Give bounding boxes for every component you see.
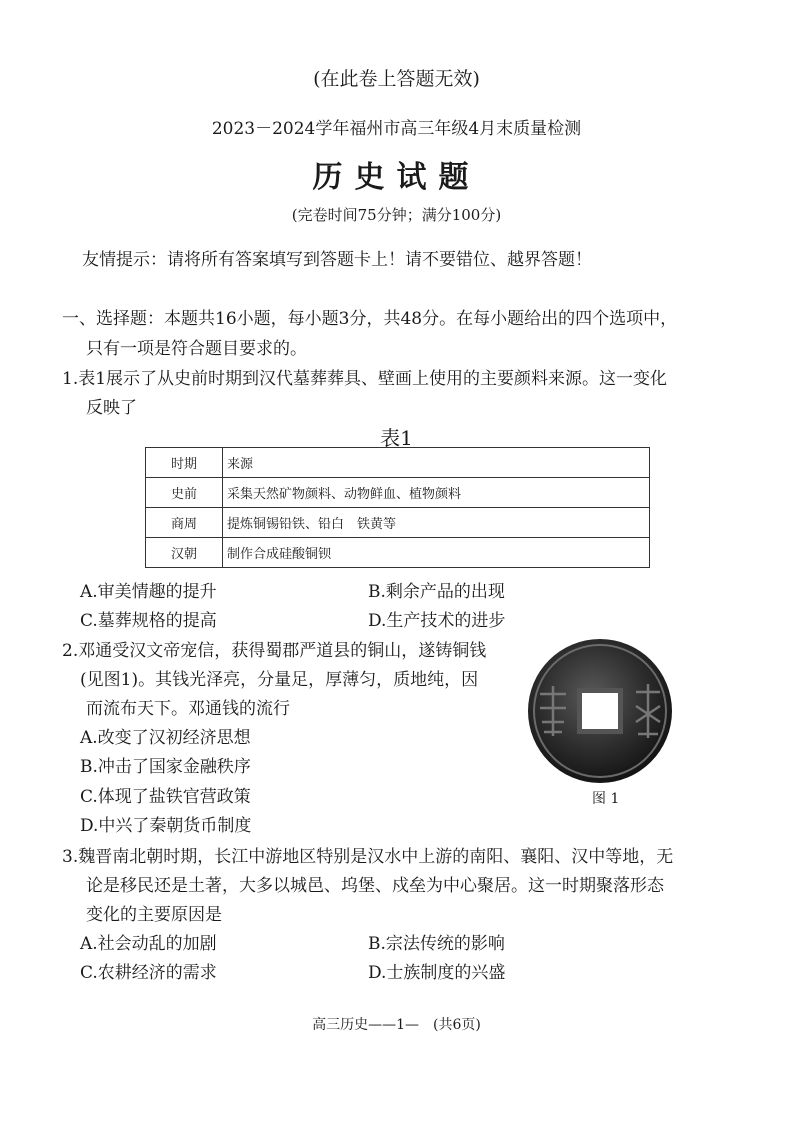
q3-stem-line2: 论是移民还是土著，大多以城邑、坞堡、戍垒为中心聚居。这一时期聚落形态: [86, 876, 664, 896]
q3-option-d: D.士族制度的兴盛: [368, 963, 506, 983]
q2-stem-line2: (见图1)。其钱光泽亮，分量足，厚薄匀，质地纯，因: [80, 670, 479, 690]
exam-notice: (在此卷上答题无效): [313, 68, 480, 90]
table-row: [146, 538, 650, 568]
coin-image: [518, 636, 683, 786]
q1-option-c: C.墓葬规格的提高: [80, 611, 217, 631]
q2-stem-line1: 2.邓通受汉文帝宠信，获得蜀郡严道县的铜山，遂铸铜钱: [62, 641, 487, 661]
time-info: (完卷时间75分钟；满分100分): [291, 206, 502, 224]
table-title: 表1: [380, 426, 413, 450]
page-title: 历史试题: [312, 160, 481, 195]
table-cell: 制作合成硅酸铜钡: [223, 538, 650, 568]
friendly-tip: 友情提示：请将所有答案填写到答题卡上！请不要错位、越界答题！: [82, 250, 592, 270]
table-cell: 商周: [146, 508, 223, 538]
table-row: [146, 508, 650, 538]
q3-stem-line3: 变化的主要原因是: [86, 905, 222, 925]
table-cell: 史前: [146, 478, 223, 508]
table-row: [146, 478, 650, 508]
q2-option-a: A.改变了汉初经济思想: [80, 728, 251, 748]
section-heading-line2: 只有一项是符合题目要求的。: [86, 339, 307, 359]
q2-option-b: B.冲击了国家金融秩序: [80, 757, 251, 777]
q1-option-a: A.审美情趣的提升: [80, 582, 217, 602]
q2-option-c: C.体现了盐铁官营政策: [80, 787, 251, 807]
q3-stem-line1: 3.魏晋南北朝时期，长江中游地区特别是汉水中上游的南阳、襄阳、汉中等地，无: [62, 847, 674, 867]
q3-option-c: C.农耕经济的需求: [80, 963, 217, 983]
q1-option-d: D.生产技术的进步: [368, 611, 506, 631]
table-cell: 采集天然矿物颜料、动物鲜血、植物颜料: [223, 478, 650, 508]
q3-option-a: A.社会动乱的加剧: [80, 934, 217, 954]
table-header-cell: 来源: [223, 448, 650, 478]
table-cell: 提炼铜锡铅铁、铅白 铁黄等: [223, 508, 650, 538]
q1-option-b: B.剩余产品的出现: [368, 582, 505, 602]
q2-option-d: D.中兴了秦朝货币制度: [80, 816, 252, 836]
q1-stem-line1: 1.表1展示了从史前时期到汉代墓葬葬具、壁画上使用的主要颜料来源。这一变化: [62, 369, 668, 389]
pigment-table: [145, 447, 650, 568]
exam-name: 2023－2024学年福州市高三年级4月末质量检测: [211, 119, 582, 139]
coin-square-hole: [582, 693, 618, 729]
q3-option-b: B.宗法传统的影响: [368, 934, 505, 954]
table-header-row: [146, 448, 650, 478]
figure-label: 图 1: [592, 791, 620, 807]
table-header-cell: 时期: [146, 448, 223, 478]
q1-stem-line2: 反映了: [86, 398, 137, 418]
table-cell: 汉朝: [146, 538, 223, 568]
q2-stem-line3: 而流布天下。邓通钱的流行: [86, 699, 290, 719]
page-footer: 高三历史——1— (共6页): [312, 1017, 481, 1033]
section-heading-line1: 一、选择题：本题共16小题，每小题3分，共48分。在每小题给出的四个选项中，: [62, 309, 678, 329]
